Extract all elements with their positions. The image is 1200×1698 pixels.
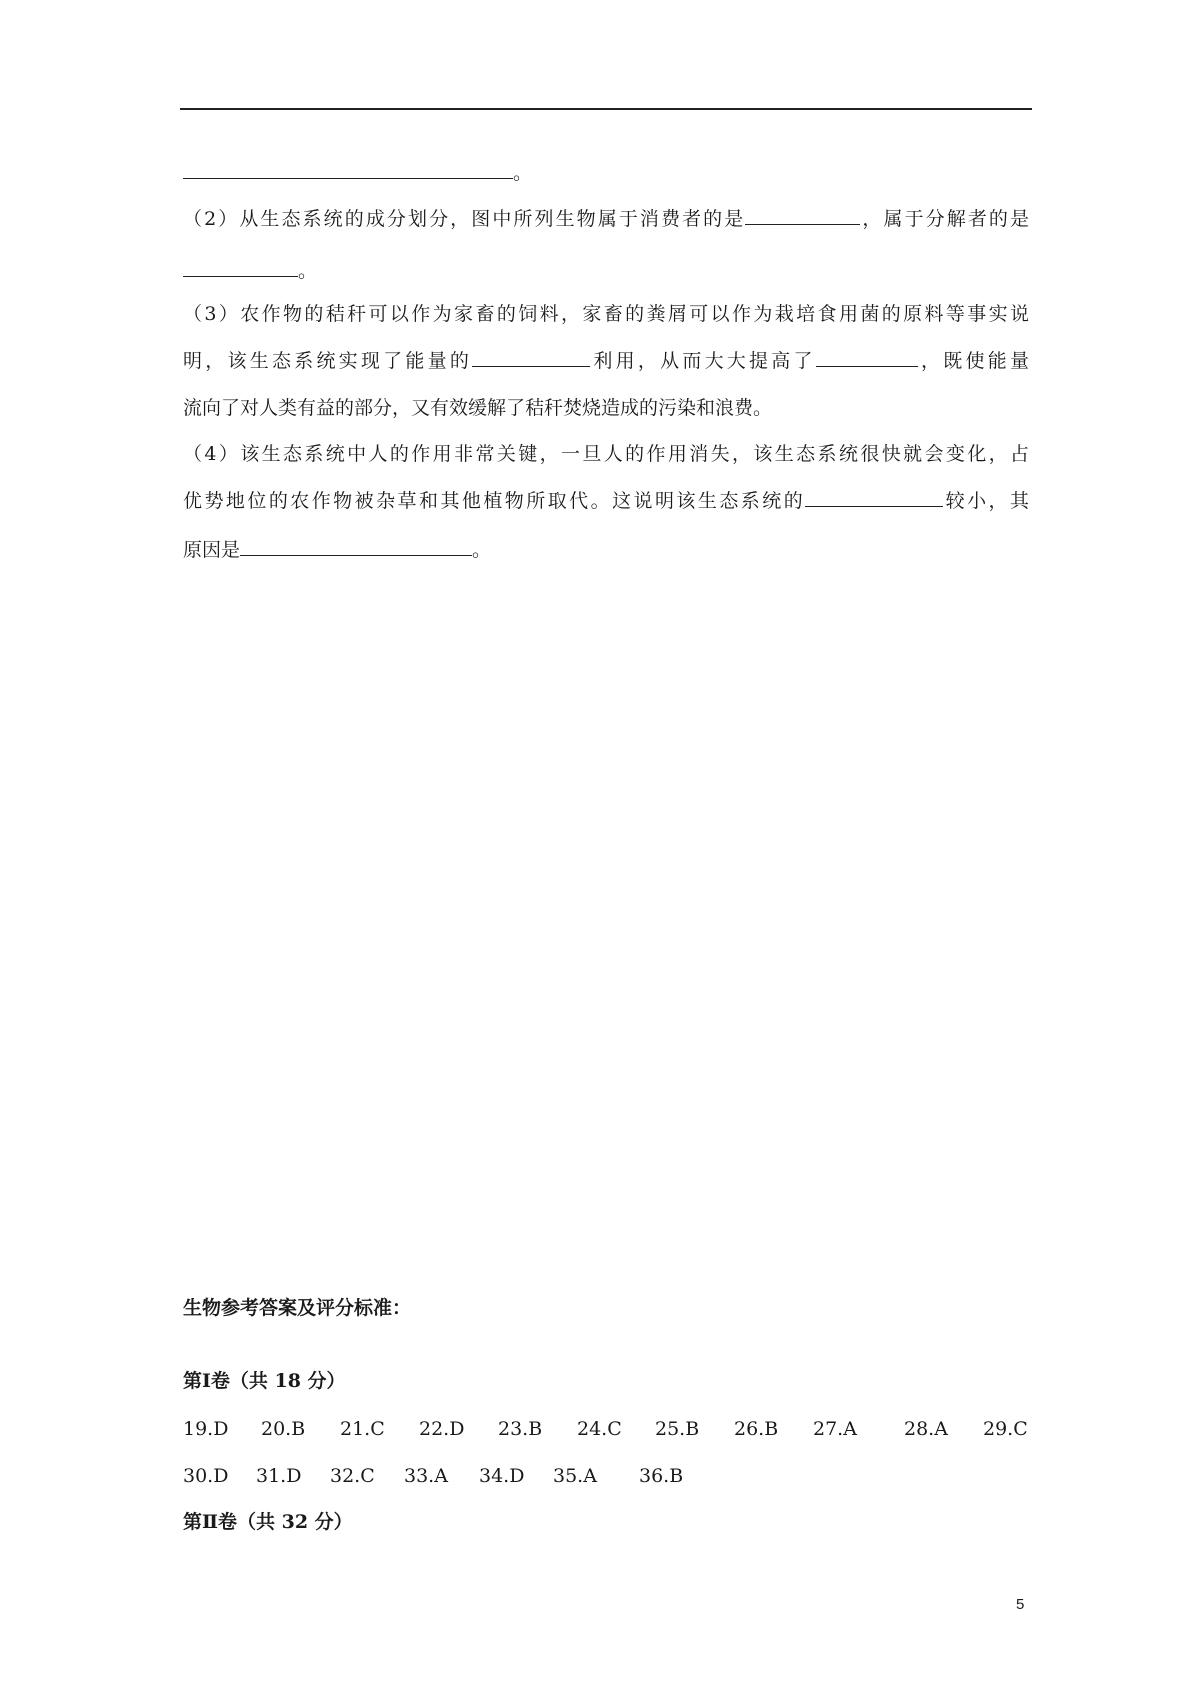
answer-item: 33.A [404,1465,448,1487]
answer-item: 26.B [734,1418,779,1440]
q4-line3: 原因是 。 [183,535,491,564]
answer-blank-stability[interactable] [805,486,943,507]
section1-title: 第Ⅰ卷（共 18 分） [183,1370,346,1392]
answer-blank[interactable] [183,158,513,179]
q3-line2: 明，该生态系统实现了能量的 利用，从而大大提高了 ，既使能量 [183,346,1029,375]
answer-item: 20.B [261,1418,306,1440]
answer-item: 25.B [655,1418,700,1440]
q3-line3: 流向了对人类有益的部分，又有效缓解了秸秆焚烧造成的污染和浪费。 [183,397,773,419]
page-number: 5 [1016,1596,1025,1613]
answer-blank-reason[interactable] [240,535,472,556]
answer-item: 22.D [419,1418,465,1440]
answer-item: 36.B [639,1465,684,1487]
header-rule [180,108,1032,110]
answer-item: 30.D [183,1465,229,1487]
q1-continuation: 。 [183,158,532,187]
q4-line1: （4）该生态系统中人的作用非常关键，一旦人的作用消失，该生态系统很快就会变化，占 [183,443,1029,465]
answer-item: 35.A [553,1465,597,1487]
answer-key-title: 生物参考答案及评分标准： [183,1297,412,1319]
answer-item: 19.D [183,1418,229,1440]
answer-item: 28.A [904,1418,948,1440]
answer-blank-decomposer[interactable] [183,256,298,277]
section2-title: 第Ⅱ卷（共 32 分） [183,1511,353,1533]
answer-item: 34.D [479,1465,525,1487]
answer-item: 29.C [983,1418,1028,1440]
q3-line1: （3）农作物的秸秆可以作为家畜的饲料，家畜的粪屑可以作为栽培食用菌的原料等事实说 [183,303,1029,325]
answer-item: 23.B [498,1418,543,1440]
answer-item: 27.A [813,1418,857,1440]
answer-item: 31.D [256,1465,302,1487]
q2-line1: （2）从生态系统的成分划分，图中所列生物属于消费者的是 ，属于分解者的是 [183,204,1029,233]
answer-item: 32.C [330,1465,375,1487]
q4-line2: 优势地位的农作物被杂草和其他植物所取代。这说明该生态系统的 较小，其 [183,486,1029,515]
answer-item: 24.C [577,1418,622,1440]
answer-blank-efficiency[interactable] [816,346,918,367]
answer-blank-energy-use[interactable] [472,346,590,367]
q2-line2: 。 [183,256,317,285]
answer-item: 21.C [340,1418,385,1440]
answer-blank-consumer[interactable] [745,204,860,225]
